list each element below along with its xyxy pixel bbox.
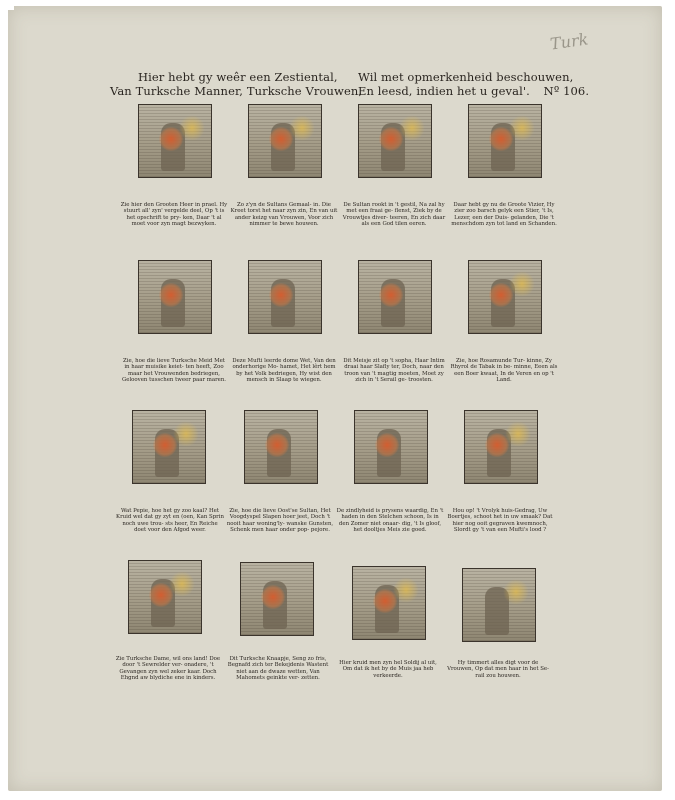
woodcut-image xyxy=(248,104,322,178)
header-left-line-1: Hier hebt gy weêr een Zestiental, xyxy=(138,70,338,84)
woodcut-caption: Deze Mufti leerde dome Wet, Van den onderhorige Mo- hamet, Het lêrt hem by het Volk bedriegen, Hy wist den mensch in Slaap te wiegen. xyxy=(232,358,336,384)
woodcut-caption: Wat Pepie, hoe het gy zoo kaal? Het Kruid wel dat gy zyt en (oen, Kan Sprin noch uwe trou- sts heer, En Reiche doet voor den Afgod weer. xyxy=(116,508,224,534)
woodcut-caption: De zindlyheid is prysens waardig, En 't haden in den Stelchen schoon, Is in den Zomer niet onaar- dig, 't Is gloof, het dooltjes Meis zie goed. xyxy=(336,508,444,534)
woodcut-image xyxy=(464,410,538,484)
woodcut-image xyxy=(354,410,428,484)
woodcut-image xyxy=(138,104,212,178)
woodcut-caption: Dit Meisje zit op 't sopha, Haar Intim draai haar Slafly ter, Doch, naar den troon van 't magtig moeten, Moet zy zich in 't Serail ge- troosten. xyxy=(343,358,445,384)
woodcut-image xyxy=(468,260,542,334)
woodcut-caption: Zie, hoe Rosamunde Tur- kinne, Zy Rhyrol de Tabak in be- minne, Eeen als een Boer kwaat, In de Veren en op 't Land. xyxy=(450,358,558,384)
woodcut-image xyxy=(244,410,318,484)
woodcut-caption: Zie, hoe die lieve Turksche Meid Met in haar muisike keiet- ten heeft, Zoo maar het Vrouwenden bedriegen, Gelooven tusschen tweer paar maren. xyxy=(121,358,227,384)
woodcut-image xyxy=(358,104,432,178)
header-right-line-2 xyxy=(358,84,589,98)
woodcut-caption: Dit Turksche Knaapje, Seng zo fris, Begnafd zich ter Bekejdenis Wastent niet aan de dwaze wetten, Van Mahomets geinkte ver- zetten. xyxy=(227,656,329,682)
header-right-line-1: Wil met opmerkenheid beschouwen, xyxy=(358,70,574,84)
woodcut-caption: Hou op! 't Vrolyk huis-Gedrag, Uw Boertjes, schoot het in uw smaak? Dat hier nog ooit gegraven kwemnoch, Slordt gy 't van een Mufti's lood ? xyxy=(447,508,553,534)
woodcut-caption: De Sultan rookt in 't gestil, Na zal hy met een fraai ge- flenst, Ziek by de Vrouwtjes diver- teeren, En zich daar als een God tilen eeren. xyxy=(342,202,446,228)
paper-edge xyxy=(8,6,14,10)
pencil-annotation: Turk xyxy=(548,29,590,54)
woodcut-image xyxy=(128,560,202,634)
woodcut-image xyxy=(248,260,322,334)
header-right-line-2-text: En leesd, indien het u geval'. xyxy=(358,84,530,98)
woodcut-caption: Daar hebt gy nu de Groote Vizier, Hy zier zoo barsch gelyk een Stier, 't Is, Lezer, een der Duis- gelanden, Die 't menschdom zyn tot land en Schanden. xyxy=(451,202,557,228)
sheet-number: Nº 106. xyxy=(543,84,590,98)
header-left-line-2: Van Turksche Manner, Turksche Vrouwen, xyxy=(110,84,363,98)
woodcut-caption: Zie hier den Grooten Heer in prael. Hy stuurt all' zyn' vergelde deel, Op 't is het opschrift te pry- ken, Daar 't al moet voor zyn magt bezwyken. xyxy=(120,202,228,228)
woodcut-image xyxy=(240,562,314,636)
woodcut-image xyxy=(352,566,426,640)
woodcut-image xyxy=(468,104,542,178)
woodcut-image xyxy=(358,260,432,334)
woodcut-caption: Zie, hoe die lieve Oost'se Sultan, Het Voogdyspel Slapen hoer jeet, Doch 't nooit haar woning'ly- wanske Gunsten, Schenk men haar onder pop- pejore. xyxy=(226,508,334,534)
woodcut-caption: Zie Turksche Dame, wil ons land! Doe door 't Sewrelder ver- onadere, 't Gevangen zyn wel zeker kaar. Doch Ehgnd aw blydiche ene in kinders. xyxy=(115,656,221,682)
woodcut-caption: Hy timmert alles digt voor de Vrouwen, Op dat men haar in het Se- rail zou houwen. xyxy=(447,660,549,679)
woodcut-caption: Hier kruid men zyn hel Soldij al uit, Om dat ik het by de Muis jaa heb verkeerde. xyxy=(339,660,437,679)
woodcut-image xyxy=(138,260,212,334)
woodcut-image xyxy=(462,568,536,642)
woodcut-image xyxy=(132,410,206,484)
woodcut-caption: Zo z'yn de Sultans Gemaal- in. Die Kreet torst het naar zyn zin, En van uit ander keizg van Vrouwen, Voor zich nimmer te bewe houwen. xyxy=(230,202,338,228)
